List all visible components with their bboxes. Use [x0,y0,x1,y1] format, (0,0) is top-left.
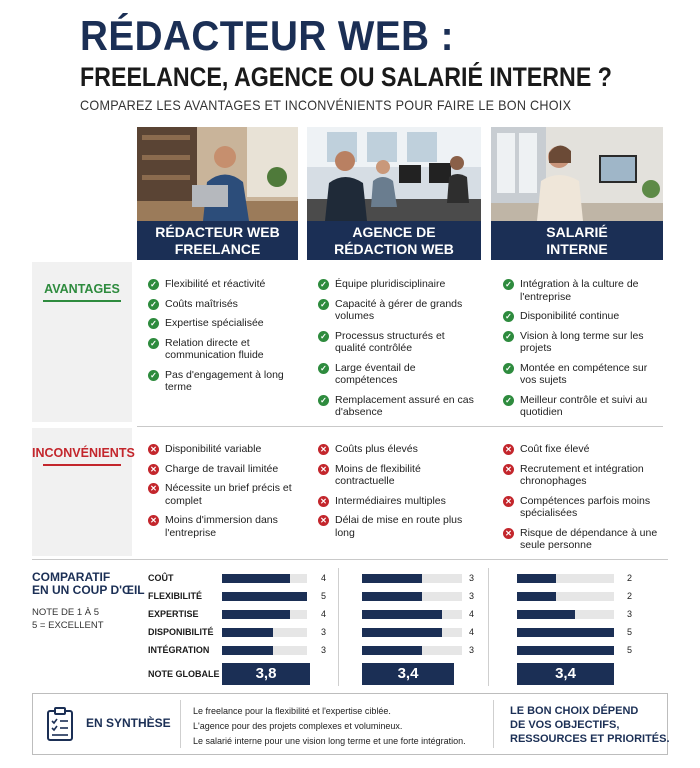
cross-circle-icon: ✕ [318,464,329,475]
avantage-item [503,310,663,323]
avantage-item [503,278,663,303]
score-value: 2 [627,591,633,601]
section-divider [32,559,668,560]
score-bar-track [222,646,307,655]
check-circle-icon: ✓ [318,331,329,342]
page-title-secondary: FREELANCE, AGENCE OU SALARIÉ INTERNE ? [80,62,612,92]
avantages-label: AVANTAGES [32,282,132,302]
score-bar [517,610,575,619]
cross-circle-icon: ✕ [148,483,159,494]
score-bar [362,610,442,619]
score-bar-track [517,610,614,619]
column-divider [488,568,489,686]
score-bar-track [222,574,307,583]
score-value: 4 [469,609,475,619]
check-circle-icon: ✓ [318,395,329,406]
avantage-item [318,278,478,291]
check-circle-icon: ✓ [503,279,514,290]
inconvenients-underline [43,464,121,466]
score-bar [517,574,556,583]
score-bar-track [517,628,614,637]
score-value: 4 [469,627,475,637]
agence-photo [307,127,481,221]
score-value: 3 [321,627,327,637]
salarie-photo [491,127,663,221]
score-bar [362,628,442,637]
inconvenient-item-text: Moins de flexibilité contractuelle [335,462,421,487]
inconvenient-item [148,482,296,507]
synthese-lines: Le freelance pour la flexibilité et l'expertise ciblée. L'agence pour des projets complexes et volumineux. Le salarié interne pour une vision long terme et une forte intégration. [193,706,466,746]
avantage-item-text: Équipe pluridisciplinaire [335,278,446,290]
score-bar [222,628,273,637]
check-circle-icon: ✓ [148,318,159,329]
avantage-item [148,278,296,291]
inconvenient-item [318,495,478,508]
score-value: 5 [627,645,633,655]
score-bar-track [222,610,307,619]
inconvenient-item-text: Recrutement et intégration chronophages [520,462,644,487]
score-value: 5 [627,627,633,637]
avantage-item-text: Disponibilité continue [520,310,620,322]
inconvenient-item [503,495,663,520]
check-circle-icon: ✓ [318,279,329,290]
score-bar-track [517,574,614,583]
check-circle-icon: ✓ [503,395,514,406]
avantage-item [148,369,296,394]
avantage-item-text: Large éventail de compétences [335,361,416,386]
inconvenient-item [503,463,663,488]
avantage-item [318,394,478,419]
score-bar-track [222,592,307,601]
clipboard-checklist-icon [46,707,74,746]
avantage-item [148,298,296,311]
avantages-list-agence [318,278,478,426]
inconvenient-item-text: Risque de dépendance à une seule personne [520,526,658,551]
check-circle-icon: ✓ [148,299,159,310]
avantage-item [503,330,663,355]
inconvenient-item [148,443,296,456]
avantage-item-text: Relation directe et communication fluide [165,336,264,361]
inconvenient-item-text: Nécessite un brief précis et complet [165,482,292,507]
score-value: 4 [321,573,327,583]
avantage-item-text: Remplacement assuré en cas d'absence [335,393,474,418]
score-bar-track [362,610,462,619]
page-title: RÉDACTEUR WEB : [80,12,454,59]
column-divider [338,568,339,686]
cross-circle-icon: ✕ [318,515,329,526]
avantage-item-text: Flexibilité et réactivité [165,278,266,290]
score-bar [222,574,290,583]
score-bar [362,574,422,583]
inconvenient-item-text: Disponibilité variable [165,443,262,455]
criterion-label: COÛT [148,573,174,583]
avantage-item-text: Expertise spécialisée [165,317,264,329]
note-globale-label: NOTE GLOBALE [148,669,220,679]
avantages-list-salarie [503,278,663,426]
score-bar [362,646,422,655]
note-globale-freelance: 3,8 [222,663,310,685]
score-bar [517,646,614,655]
inconvenient-item [318,463,478,488]
score-value: 2 [627,573,633,583]
avantage-item-text: Meilleur contrôle et suivi au quotidien [520,393,648,418]
score-bar-track [362,574,462,583]
score-value: 5 [321,591,327,601]
avantage-item [503,394,663,419]
check-circle-icon: ✓ [148,279,159,290]
check-circle-icon: ✓ [318,363,329,374]
criterion-label: DISPONIBILITÉ [148,627,214,637]
cross-circle-icon: ✕ [503,444,514,455]
freelance-photo [137,127,298,221]
synthese-title: EN SYNTHÈSE [86,716,171,730]
inconvenient-item [503,443,663,456]
avantages-list-freelance [148,278,296,401]
score-bar [517,628,614,637]
synthese-divider [180,700,181,748]
check-circle-icon: ✓ [503,331,514,342]
score-bar [222,592,307,601]
score-bar [222,646,273,655]
check-circle-icon: ✓ [148,370,159,381]
score-value: 3 [321,645,327,655]
score-bar [362,592,422,601]
score-value: 3 [627,609,633,619]
inconvenient-item-text: Coûts plus élevés [335,443,418,455]
score-value: 3 [469,573,475,583]
check-circle-icon: ✓ [503,363,514,374]
avantage-item-text: Vision à long terme sur les projets [520,329,644,354]
avantage-item-text: Pas d'engagement à long terme [165,368,284,393]
note-globale-salarie: 3,4 [517,663,614,685]
avantage-item-text: Coûts maîtrisés [165,297,238,310]
score-bar [222,610,290,619]
score-bar [517,592,556,601]
avantage-item [318,298,478,323]
inconvenient-item-text: Délai de mise en route plus long [335,514,463,539]
synthese-conclusion: LE BON CHOIX DÉPEND DE VOS OBJECTIFS, RESSOURCES ET PRIORITÉS. [510,705,670,745]
comparatif-note: NOTE DE 1 À 5 5 = EXCELLENT [32,607,104,631]
inconvenient-item-text: Moins d'immersion dans l'entreprise [165,514,278,539]
avantage-item-text: Processus structurés et qualité contrôlée [335,329,445,354]
avantages-underline [43,300,121,302]
cross-circle-icon: ✕ [503,496,514,507]
cross-circle-icon: ✕ [148,464,159,475]
avantage-item [318,362,478,387]
check-circle-icon: ✓ [148,338,159,349]
avantage-item [318,330,478,355]
score-value: 3 [469,591,475,601]
score-bar-track [362,646,462,655]
column-header-freelance: RÉDACTEUR WEB FREELANCE [137,221,298,260]
criterion-label: FLEXIBILITÉ [148,591,202,601]
check-circle-icon: ✓ [318,299,329,310]
cross-circle-icon: ✕ [148,515,159,526]
avantage-item [503,362,663,387]
score-bar-track [222,628,307,637]
inconvenients-list-salarie [503,443,663,559]
inconvenient-item-text: Intermédiaires multiples [335,494,446,507]
score-value: 3 [469,645,475,655]
score-bar-track [362,628,462,637]
cross-circle-icon: ✕ [503,528,514,539]
inconvenient-item [148,463,296,476]
cross-circle-icon: ✕ [318,444,329,455]
criterion-label: EXPERTISE [148,609,199,619]
inconvenient-item-text: Charge de travail limitée [165,462,279,475]
column-header-agence: AGENCE DE RÉDACTION WEB [307,221,481,260]
column-header-salarie: SALARIÉ INTERNE [491,221,663,260]
check-circle-icon: ✓ [503,311,514,322]
cross-circle-icon: ✕ [318,496,329,507]
criterion-label: INTÉGRATION [148,645,210,655]
section-divider [137,426,663,427]
avantage-item [148,317,296,330]
inconvenient-item [503,527,663,552]
avantage-item-text: Montée en compétence sur vos sujets [520,361,648,386]
synthese-divider [493,700,494,748]
inconvenient-item [148,514,296,539]
inconvenients-label: INCONVÉNIENTS [32,446,132,466]
cross-circle-icon: ✕ [148,444,159,455]
inconvenient-item [318,443,478,456]
score-bar-track [517,592,614,601]
note-globale-agence: 3,4 [362,663,454,685]
inconvenient-item [318,514,478,539]
inconvenients-list-agence [318,443,478,546]
inconvenient-item-text: Coût fixe élevé [520,443,590,455]
score-bar-track [517,646,614,655]
comparatif-title: COMPARATIF EN UN COUP D'ŒIL [32,570,145,597]
page-subtitle: COMPAREZ LES AVANTAGES ET INCONVÉNIENTS POUR FAIRE LE BON CHOIX [80,97,572,113]
avantage-item-text: Intégration à la culture de l'entreprise [520,278,639,303]
score-value: 4 [321,609,327,619]
inconvenient-item-text: Compétences parfois moins spécialisées [520,494,651,519]
avantage-item [148,337,296,362]
cross-circle-icon: ✕ [503,464,514,475]
avantage-item-text: Capacité à gérer de grands volumes [335,297,463,322]
score-bar-track [362,592,462,601]
inconvenients-list-freelance [148,443,296,546]
